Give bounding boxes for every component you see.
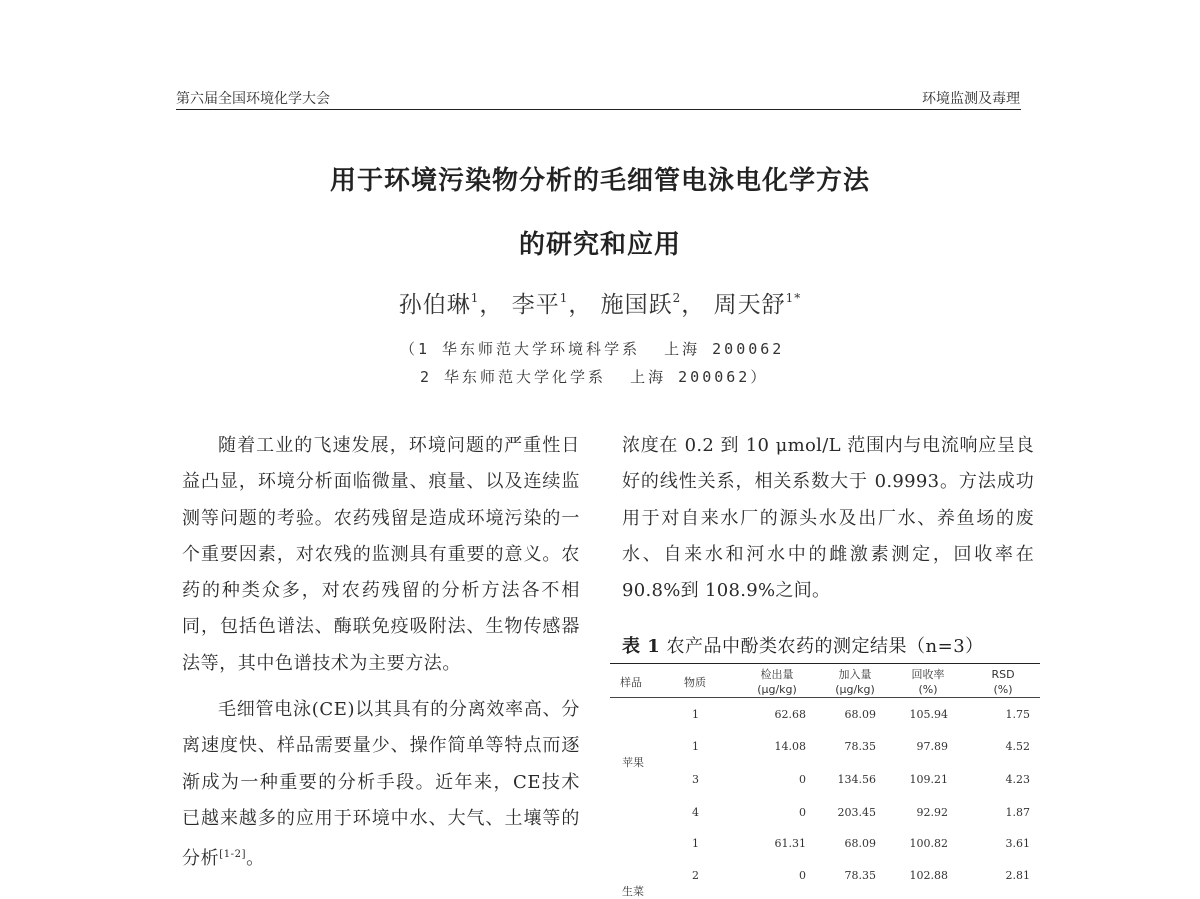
author-affiliation-mark: 1* — [785, 291, 802, 305]
paragraph-text: 毛细管电泳(CE)以其具有的分离效率高、分离速度快、样品需要量少、操作简单等特点而逐渐成为一种重要的分析手段。近年来，CE技术已越来越多的应用于环境中水、大气、土壤等的分析 — [182, 699, 580, 870]
table-top-rule — [610, 663, 1040, 664]
table-cell-recovery: 100.82 — [909, 837, 948, 850]
table-number: 表 1 — [622, 636, 661, 657]
table-header-detected — [742, 667, 812, 697]
table-caption — [622, 632, 984, 658]
paper-title-line-1: 用于环境污染物分析的毛细管电泳电化学方法 — [329, 166, 870, 196]
table-header-added — [820, 667, 890, 697]
author-name: 施国跃 — [600, 292, 673, 318]
header-label: RSD — [991, 668, 1015, 681]
author-separator: ， — [479, 292, 504, 318]
table-header-rule — [610, 697, 1040, 698]
table-cell-rsd: 4.23 — [1005, 773, 1030, 786]
table-cell-rsd: 1.75 — [1005, 708, 1030, 721]
table-cell-recovery: 105.94 — [909, 708, 948, 721]
affiliation-line-2: 2 华东师范大学化学系 上海 200062） — [420, 368, 769, 386]
table-cell-substance: 1 — [692, 837, 699, 850]
table-cell-rsd: 4.52 — [1005, 740, 1030, 753]
author-name: 孙伯琳 — [398, 292, 471, 318]
table-cell-substance: 2 — [692, 869, 699, 882]
citation-reference: [1-2] — [219, 849, 247, 861]
table-cell-recovery: 92.92 — [916, 806, 948, 819]
table-cell-recovery: 109.21 — [909, 773, 948, 786]
table-cell-substance: 4 — [692, 806, 699, 819]
table-cell-recovery: 102.88 — [909, 869, 948, 882]
table-cell-added: 78.35 — [844, 740, 876, 753]
body-paragraph: 浓度在 0.2 到 10 μmol/L 范围内与电流响应呈良好的线性关系，相关系数大于 0.9993。方法成功用于对自来水厂的源头水及出厂水、养鱼场的废水、自来水和河水中的雌激素测定，回收率在 90.8%到 108.9%之间。 — [622, 435, 1034, 602]
table-cell-added: 68.09 — [844, 708, 876, 721]
body-paragraph: 随着工业的飞速发展，环境问题的严重性日益凸显，环境分析面临微量、痕量、以及连续监测等问题的考验。农药残留是造成环境污染的一个重要因素，对农残的监测具有重要的意义。农药的种类众多，对农药残留的分析方法各不相同，包括色谱法、酶联免疫吸附法、生物传感器法等，其中色谱技术为主要方法。 — [182, 435, 580, 674]
table-cell-substance: 3 — [692, 773, 699, 786]
table-caption-text: 农产品中酚类农药的测定结果（n=3） — [660, 636, 984, 657]
header-label: 检出量 — [760, 668, 794, 681]
header-divider — [176, 109, 1021, 110]
body-right-column — [622, 428, 1034, 609]
author-affiliation-mark: 1 — [470, 291, 480, 305]
author-name: 周天舒 — [713, 292, 786, 318]
paper-title-line-2: 的研究和应用 — [518, 230, 681, 260]
table-cell-added: 78.35 — [844, 869, 876, 882]
running-header-conference: 第六届全国环境化学大会 — [176, 91, 330, 107]
table-cell-detected: 61.31 — [774, 837, 806, 850]
author-name: 李平 — [511, 292, 560, 318]
table-header-substance: 物质 — [684, 676, 706, 689]
body-left-column — [182, 428, 580, 878]
table-cell-added: 134.56 — [837, 773, 876, 786]
table-cell-detected: 0 — [799, 869, 806, 882]
body-paragraph — [182, 692, 580, 877]
table-cell-detected: 0 — [799, 806, 806, 819]
table-cell-rsd: 1.87 — [1005, 806, 1030, 819]
author-list — [0, 286, 1200, 319]
table-cell-rsd: 2.81 — [1005, 869, 1030, 882]
running-header-section: 环境监测及毒理 — [922, 91, 1020, 107]
table-sample-label: 生菜 — [622, 885, 644, 898]
header-label: 加入量 — [838, 668, 872, 681]
table-sample-label: 苹果 — [622, 756, 644, 769]
table-cell-rsd: 3.61 — [1005, 837, 1030, 850]
header-unit: (μg/kg) — [835, 683, 875, 696]
table-cell-detected: 14.08 — [774, 740, 806, 753]
header-unit: (μg/kg) — [757, 683, 797, 696]
table-header-recovery — [893, 667, 963, 697]
affiliation-line-1: （1 华东师范大学环境科学系 上海 200062 — [400, 340, 785, 358]
header-unit: (%) — [918, 683, 938, 696]
header-unit: (%) — [993, 683, 1013, 696]
header-label: 回收率 — [911, 668, 945, 681]
table-header-rsd — [968, 667, 1038, 697]
table-cell-substance: 1 — [692, 708, 699, 721]
author-separator: ， — [568, 292, 593, 318]
author-affiliation-mark: 1 — [559, 291, 569, 305]
table-cell-recovery: 97.89 — [916, 740, 948, 753]
table-header-sample: 样品 — [620, 676, 642, 689]
author-separator: ， — [681, 292, 706, 318]
author-affiliation-mark: 2 — [672, 291, 682, 305]
table-cell-added: 68.09 — [844, 837, 876, 850]
table-cell-added: 203.45 — [837, 806, 876, 819]
paragraph-end: 。 — [246, 848, 265, 870]
table-cell-detected: 62.68 — [774, 708, 806, 721]
table-cell-detected: 0 — [799, 773, 806, 786]
table-cell-substance: 1 — [692, 740, 699, 753]
